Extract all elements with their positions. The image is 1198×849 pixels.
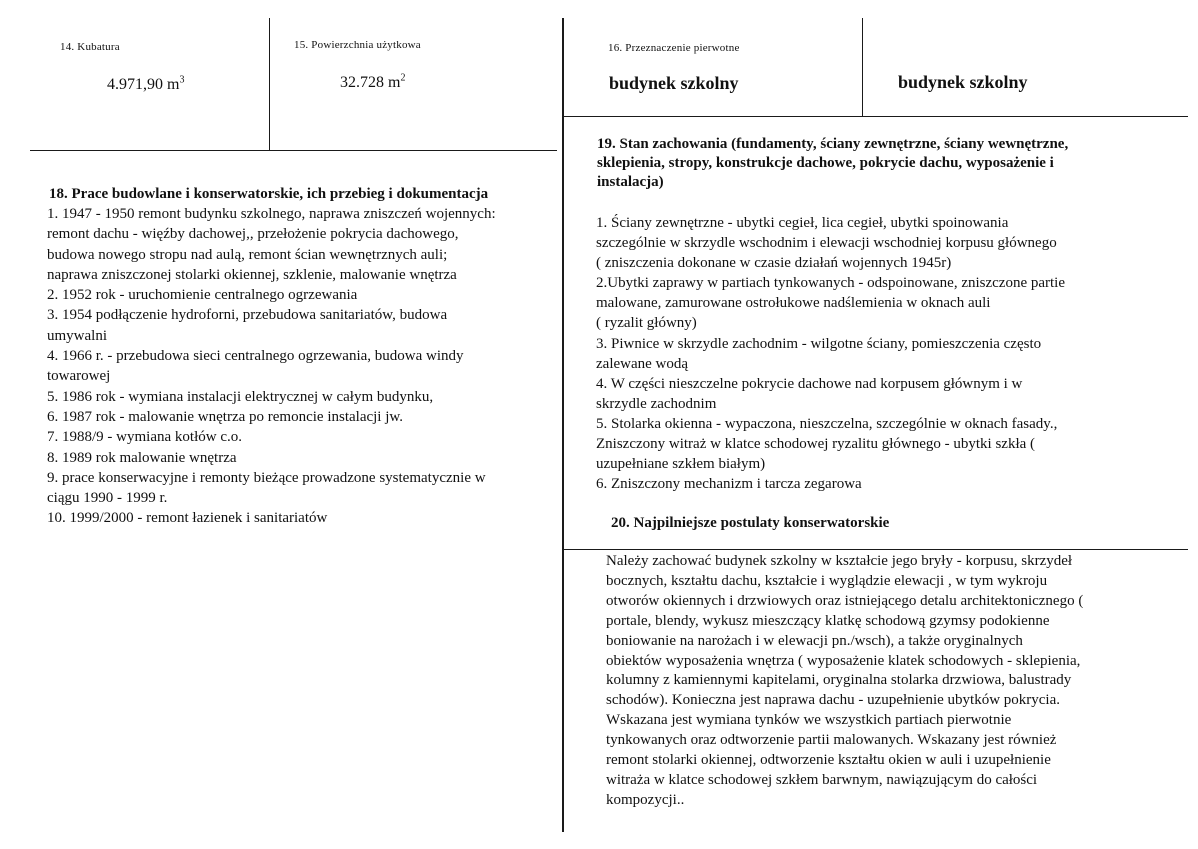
section-20-line: bocznych, kształtu dachu, kształcie i wyglądzie elewacji , w tym wykroju (606, 572, 1048, 589)
section-20-heading: 20. Najpilniejsze postulaty konserwatorskie (611, 515, 890, 531)
section-19-heading-line: 19. Stan zachowania (fundamenty, ściany zewnętrzne, ściany wewnętrzne, (597, 136, 1069, 152)
section-19-line: 1. Ściany zewnętrzne - ubytki cegieł, lica cegieł, ubytki spoinowania (596, 215, 1009, 231)
powierzchnia-label: 15. Powierzchnia użytkowa (294, 39, 421, 51)
section-19-body (596, 213, 1065, 494)
section-18-line: naprawa zniszczonej stolarki okiennej, szklenie, malowanie wnętrza (47, 266, 457, 283)
section-18-line: 4. 1966 r. - przebudowa sieci centralnego ogrzewania, budowa windy (47, 348, 464, 365)
powierzchnia-number: 32.728 m (340, 74, 401, 91)
section-18-line: umywalni (47, 327, 107, 344)
section-18-line: 6. 1987 rok - malowanie wnętrza po remoncie instalacji jw. (47, 408, 403, 425)
section-19-line: 2.Ubytki zaprawy w partiach tynkowanych - odspoinowane, zniszczone partie (596, 275, 1066, 292)
section-19-line: uzupełniane szkłem białym) (596, 456, 766, 473)
section-19-line: Zniszczony witraż w klatce schodowej ryzalitu głównego - ubytki szkła ( (596, 436, 1036, 453)
section-19-heading-line: instalacja) (597, 174, 664, 190)
section-19-line: 6. Zniszczony mechanizm i tarcza zegarowa (596, 476, 862, 493)
kubatura-label: 14. Kubatura (60, 41, 120, 53)
section-19-heading-line: sklepienia, stropy, konstrukcje dachowe, pokrycie dachu, wyposażenie i (597, 155, 1054, 171)
section-20-body (606, 552, 1083, 811)
section-18-line: 8. 1989 rok malowanie wnętrza (47, 449, 237, 466)
section-18-line: 2. 1952 rok - uruchomienie centralnego ogrzewania (47, 287, 358, 304)
section-18-line: budowa nowego stropu nad aulą, remont ścian wewnętrznych auli; (47, 246, 448, 263)
powierzchnia-unit-exponent: 2 (400, 72, 406, 84)
kubatura-value (107, 76, 184, 94)
section-20-line: schodów). Konieczna jest naprawa dachu - uzupełnienie ubytków pokrycia. (606, 692, 1061, 709)
section-18-line: towarowej (47, 368, 111, 385)
divider-right-bottom-horizontal (563, 549, 1188, 550)
powierzchnia-value (340, 74, 405, 92)
section-19-line: ( zniszczenia dokonane w czasie działań wojennych 1945r) (596, 255, 952, 272)
section-20-line: Wskazana jest wymiana tynków we wszystkich partiach pierwotnie (606, 712, 1012, 729)
section-20-line: remont stolarki okiennej, odtworzenie kształtu okien w auli i uzupełnienie (606, 752, 1051, 769)
section-20-line: obiektów wyposażenia wnętrza ( wyposażenie klatek schodowych - sklepienia, (606, 652, 1081, 669)
section-20-line: kompozycji.. (606, 791, 685, 808)
kubatura-number: 4.971,90 m (107, 76, 180, 93)
section-19-line: 3. Piwnice w skrzydle zachodnim - wilgotne ściany, pomieszczenia często (596, 335, 1042, 352)
section-20-line: kolumny z kamiennymi kapitelami, oryginalna stolarka drzwiowa, balustrady (606, 672, 1072, 689)
przeznaczenie-label: 16. Przeznaczenie pierwotne (608, 42, 740, 54)
section-18-line: 9. prace konserwacyjne i remonty bieżące prowadzone systematycznie w (47, 469, 486, 486)
section-20-line: Należy zachować budynek szkolny w kształcie jego bryły - korpusu, skrzydeł (606, 553, 1073, 569)
divider-center-vertical (562, 18, 564, 832)
divider-top-right-vertical (862, 18, 863, 116)
section-20-line: tynkowanych oraz odtworzenie partii malowanych. Wskazany jest również (606, 732, 1057, 749)
section-20-line: witraża w klatce schodowej szkłem barwnym, nawiązującym do całości (606, 771, 1038, 788)
section-19-line: 4. W części nieszczelne pokrycie dachowe nad korpusem głównym i w (596, 375, 1023, 392)
section-18-line: 5. 1986 rok - wymiana instalacji elektrycznej w całym budynku, (47, 388, 434, 405)
section-18-line: 1. 1947 - 1950 remont budynku szkolnego, naprawa zniszczeń wojennych: (47, 206, 496, 222)
section-18-line: 7. 1988/9 - wymiana kotłów c.o. (47, 429, 242, 446)
divider-left-horizontal (30, 150, 557, 151)
section-18-line: remont dachu - więźby dachowej,, przełożenie pokrycia dachowego, (47, 226, 459, 243)
divider-left-top-vertical (269, 18, 270, 150)
przeznaczenie-pierwotne-value: budynek szkolny (609, 73, 739, 93)
section-20-line: boniowanie na narożach i w elewacji pn./wsch), a także oryginalnych (606, 632, 1023, 649)
kubatura-unit-exponent: 3 (179, 74, 185, 86)
section-18-line: 10. 1999/2000 - remont łazienek i sanitariatów (47, 510, 328, 527)
section-19-heading (597, 135, 1068, 192)
section-19-line: skrzydle zachodnim (596, 395, 717, 412)
section-19-line: ( ryzalit główny) (596, 315, 697, 332)
section-19-line: malowane, zamurowane ostrołukowe nadślemienia w oknach auli (596, 295, 991, 312)
przeznaczenie-obecne-value: budynek szkolny (898, 72, 1028, 92)
section-19-line: 5. Stolarka okienna - wypaczona, nieszczelna, szczególnie w oknach fasady., (596, 415, 1058, 432)
divider-right-top-horizontal (563, 116, 1188, 117)
section-20-line: otworów okiennych i drzwiowych oraz istniejącego detalu architektonicznego ( (606, 592, 1084, 609)
section-18-heading: 18. Prace budowlane i konserwatorskie, ich przebieg i dokumentacja (49, 186, 489, 202)
section-19-line: zalewane wodą (596, 355, 689, 372)
section-18-line: 3. 1954 podłączenie hydroforni, przebudowa sanitariatów, budowa (47, 307, 448, 324)
section-18-body (47, 204, 496, 529)
section-19-line: szczególnie w skrzydle wschodnim i elewacji wschodniej korpusu głównego (596, 235, 1057, 252)
section-20-line: portale, blendy, wykusz mieszczący klatkę schodową gzymsy podokienne (606, 612, 1050, 629)
section-18-line: ciągu 1990 - 1999 r. (47, 490, 168, 507)
